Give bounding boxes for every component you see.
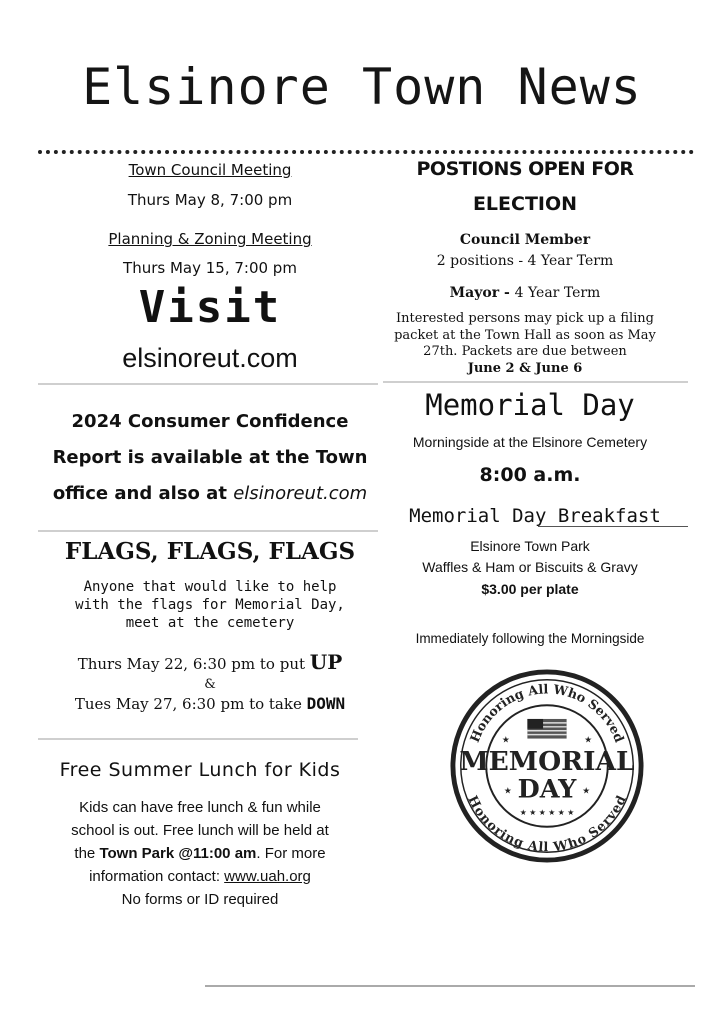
lunch-line: No forms or ID required: [121, 891, 279, 908]
bottom-rule: [205, 985, 695, 987]
divider: [38, 530, 378, 532]
ccr-notice: [20, 411, 400, 505]
election-heading-1: POSTIONS OPEN FOR: [416, 158, 634, 180]
flags-amp: &: [204, 677, 216, 692]
flags-desc-line: meet at the cemetery: [125, 615, 295, 631]
meeting-1-name: Town Council Meeting: [128, 161, 292, 179]
divider: [383, 381, 688, 383]
page-title: Elsinore Town News: [82, 58, 642, 116]
mayor-line: Mayor - 4 Year Term: [449, 285, 601, 301]
flags-desc-line: Anyone that would like to help: [83, 579, 337, 595]
lunch-link[interactable]: www.uah.org: [224, 868, 311, 885]
lunch-line: information contact: www.uah.org: [89, 868, 311, 885]
council-detail: 2 positions - 4 Year Term: [436, 253, 614, 269]
flags-down-time: Tues May 27, 6:30 pm to take DOWN: [74, 694, 346, 713]
memorial-location: Morningside at the Elsinore Cemetery: [412, 434, 648, 450]
lunch-heading: Free Summer Lunch for Kids: [59, 759, 341, 781]
ccr-link[interactable]: elsinoreut.com: [233, 483, 368, 504]
election-heading-2: ELECTION: [472, 193, 578, 215]
meeting-2-time: Thurs May 15, 7:00 pm: [123, 259, 297, 277]
flags-desc-line: with the flags for Memorial Day,: [75, 597, 345, 613]
visit-heading: Visit: [138, 282, 282, 333]
flags-up-time: Thurs May 22, 6:30 pm to put UP: [77, 650, 343, 674]
seal-bottom-arc: Honoring All Who Served: [464, 793, 630, 856]
flag-icon: [527, 719, 566, 739]
stars-row-icon: ★ ★ ★ ★ ★ ★: [519, 808, 575, 817]
star-icon: ★: [582, 786, 591, 797]
election-info: [370, 311, 680, 377]
meeting-2-name: Planning & Zoning Meeting: [108, 230, 312, 248]
breakfast-price: $3.00 per plate: [481, 581, 579, 597]
star-icon: ★: [501, 735, 510, 746]
ccr-line-2: Report is available at the Town: [52, 447, 368, 468]
lunch-line: school is out. Free lunch will be held at: [71, 822, 329, 839]
star-icon: ★: [503, 786, 512, 797]
divider: [38, 383, 378, 385]
divider: [38, 738, 358, 740]
seal-top-arc: Honoring All Who Served: [467, 682, 627, 745]
breakfast-park: Elsinore Town Park: [470, 538, 590, 554]
memorial-heading: Memorial Day: [425, 388, 635, 422]
lunch-details: [20, 796, 380, 911]
breakfast-underline: [538, 526, 688, 527]
lunch-line: the Town Park @11:00 am. For more: [74, 845, 326, 862]
meeting-1-time: Thurs May 8, 7:00 pm: [127, 191, 293, 209]
breakfast-following: Immediately following the Morningside: [415, 631, 645, 646]
seal-word-day: DAY: [517, 774, 577, 805]
council-title: Council Member: [459, 232, 591, 248]
title-divider: [38, 150, 694, 154]
election-info-line: 27th. Packets are due between: [423, 344, 627, 359]
flags-heading: FLAGS, FLAGS, FLAGS: [64, 538, 356, 565]
election-info-line: Interested persons may pick up a filing: [396, 311, 654, 326]
memorial-day-seal: [449, 668, 645, 864]
star-icon: ★: [584, 735, 593, 746]
breakfast-menu: Waffles & Ham or Biscuits & Gravy: [422, 559, 638, 575]
seal-word-memorial: MEMORIAL: [459, 745, 635, 777]
ccr-line-1: 2024 Consumer Confidence: [71, 411, 349, 432]
memorial-time: 8:00 a.m.: [479, 464, 581, 486]
flags-description: [30, 578, 390, 632]
ccr-line-3: office and also at elsinoreut.com: [52, 483, 368, 504]
visit-url: elsinoreut.com: [122, 343, 298, 373]
lunch-line: Kids can have free lunch & fun while: [79, 799, 321, 816]
election-info-line: packet at the Town Hall as soon as May: [394, 327, 656, 343]
election-due: June 2 & June 6: [467, 360, 583, 376]
breakfast-heading: Memorial Day Breakfast: [409, 505, 661, 527]
